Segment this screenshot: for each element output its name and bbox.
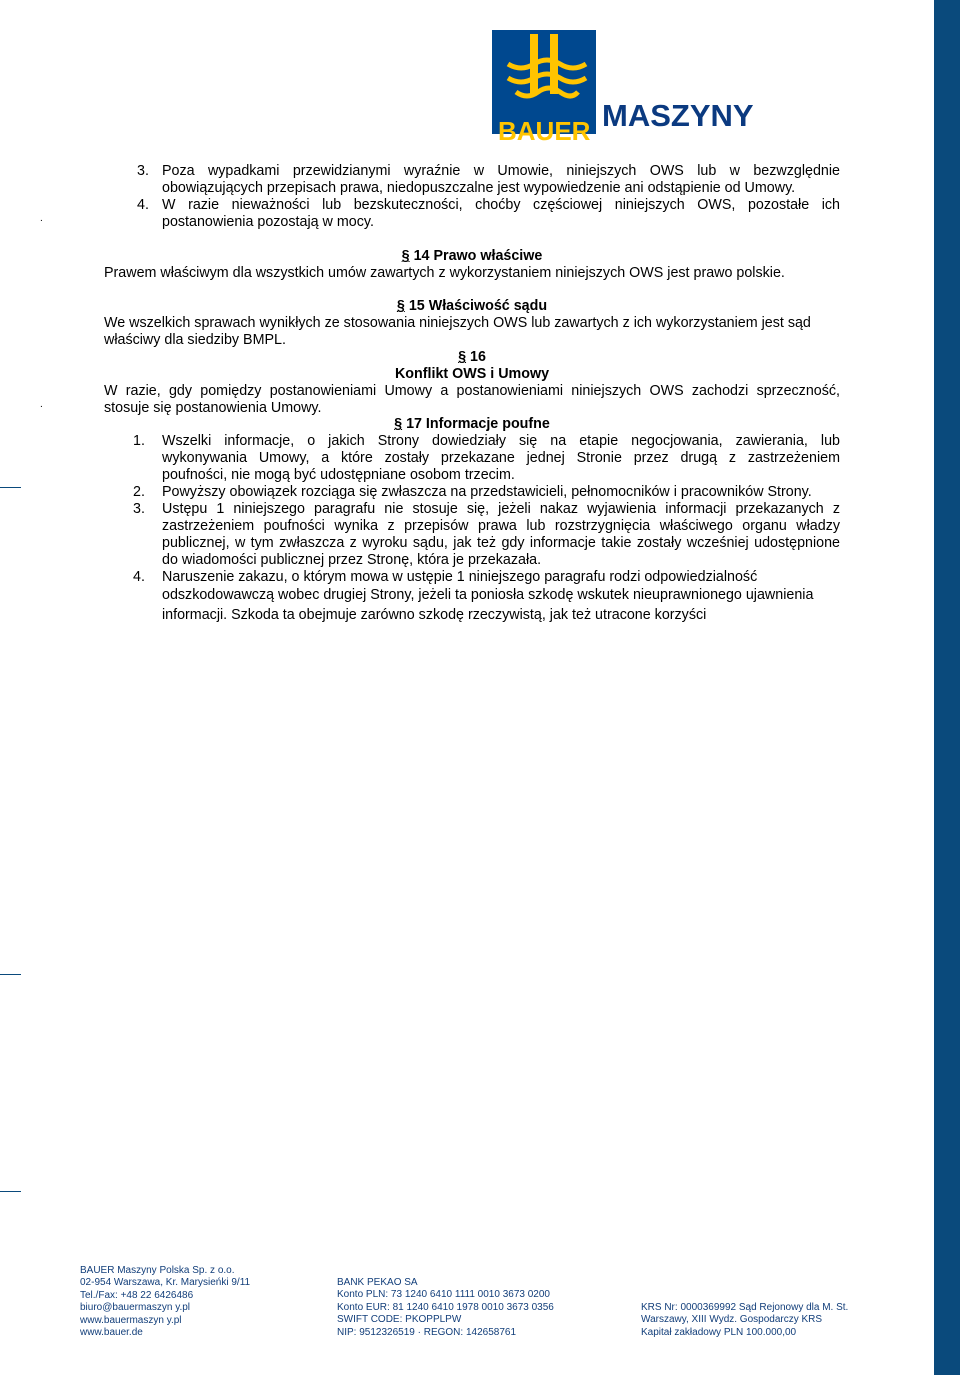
footer-capital: Kapitał zakładowy PLN 100.000,00: [641, 1326, 797, 1338]
paragraph-line: We wszelkich sprawach wynikłych ze stosowania niniejszych OWS lub zawartych z ich wykorzystaniem jest sąd: [104, 315, 811, 331]
paragraph-line: Wszelki informacje, o jakich Strony dowiedziały się na etapie negocjowania, zawierania, lub: [162, 433, 840, 449]
item-number: 1.: [133, 433, 145, 449]
footer-swift: SWIFT CODE: PKOPPLPW: [337, 1314, 462, 1326]
item-number: 3.: [133, 501, 145, 517]
section-title: 17 Informacje poufne: [406, 416, 550, 432]
section-symbol: §: [394, 416, 403, 432]
paragraph-line: informacji. Szkoda ta obejmuje zarówno szkodę rzeczywistą, jak też utracone korzyści: [162, 607, 707, 623]
footer-nip-regon: NIP: 9512326519 · REGON: 142658761: [337, 1326, 517, 1338]
section-title: 15 Właściwość sądu: [408, 298, 548, 314]
footer-website-bauer: www.bauer.de: [80, 1327, 143, 1339]
paragraph-line: Naruszenie zakazu, o którym mowa w ustępie 1 niniejszego paragrafu rodzi odpowiedzialność: [162, 569, 758, 585]
footer-bank-name: BANK PEKAO SA: [337, 1277, 418, 1288]
footer-bank: [337, 1277, 554, 1339]
paragraph-line: W razie, gdy pomiędzy postanowieniami Umowy a postanowieniami niniejszych OWS zachodzi sprzeczność,: [104, 383, 840, 399]
paragraph-line: zastrzeżeniem poufności wynika z przepisów prawa lub rozstrzygnięcia właściwego organu władzy: [162, 518, 840, 534]
section-heading-14: [104, 248, 840, 265]
side-bar: [934, 0, 960, 1375]
paragraph-line: postanowienia pozostają w mocy.: [162, 214, 374, 230]
paragraph-line: do wiadomości publicznej przez Stronę, która je przekazała.: [162, 552, 542, 568]
paragraph-line: Poza wypadkami przewidzianymi wyraźnie w Umowie, niniejszych OWS lub w bezwzględnie: [162, 163, 840, 179]
section-symbol: §: [396, 298, 405, 314]
footer-company: [80, 1265, 250, 1339]
section-symbol: §: [401, 248, 410, 264]
logo-brand-text: BAUER: [498, 116, 591, 146]
footer-phone: Tel./Fax: +48 22 6426486: [80, 1289, 194, 1301]
section-symbol: §: [458, 349, 467, 365]
paragraph-line: stosuje się postanowienia Umowy.: [104, 400, 322, 416]
section-heading-15: [104, 298, 840, 315]
section-number: 16: [470, 349, 486, 365]
item-number: 4.: [133, 569, 145, 585]
paragraph-line: obowiązujących przepisach prawa, niedopuszczalne jest wypowiedzenie ani odstąpienie od Umowy.: [162, 180, 796, 196]
paragraph-line: odszkodowawczą wobec drugiej Strony, jeżeli ta poniosła szkodę wskutek nieuprawnionego ujawnienia: [162, 587, 814, 603]
footer-website: www.bauermaszyn y.pl: [80, 1314, 182, 1326]
logo-word-text: MASZYNY: [602, 98, 754, 133]
item-number: 3.: [137, 163, 149, 179]
footer-registry: [641, 1302, 848, 1339]
footer-email: biuro@bauermaszyn y.pl: [80, 1302, 191, 1314]
footer-address: 02-954 Warszawa, Kr. Marysieńki 9/11: [80, 1277, 251, 1289]
footer-company-name: BAUER Maszyny Polska Sp. z o.o.: [80, 1265, 235, 1276]
section-title: 14 Prawo właściwe: [413, 248, 543, 264]
paragraph-line: Powyższy obowiązek rozciąga się zwłaszcza na przedstawicieli, pełnomocników i pracowników Strony.: [162, 484, 812, 500]
footer-account-eur: Konto EUR: 81 1240 6410 1978 0010 3673 0356: [337, 1301, 554, 1313]
section-heading-16: [104, 349, 840, 366]
footer-court: Warszawy, XIII Wydz. Gospodarczy KRS: [641, 1314, 823, 1326]
item-number: 2.: [133, 484, 145, 500]
margin-mark: [0, 487, 21, 488]
margin-dot: .: [40, 399, 43, 410]
margin-dot: .: [40, 213, 43, 224]
section-heading-17: [104, 416, 840, 433]
section-title-16: Konflikt OWS i Umowy: [394, 366, 550, 382]
paragraph-line: wykonywania Umowy, a które zostały przekazane jednej Stronie przez drugą z zastrzeżeniem: [162, 450, 840, 466]
paragraph-line: właściwy dla siedziby BMPL.: [104, 332, 286, 348]
paragraph-line: W razie nieważności lub bezskuteczności, choćby częściowej niniejszych OWS, pozostałe ich: [162, 197, 840, 213]
paragraph-line: Ustępu 1 niniejszego paragrafu nie stosuje się, jeżeli nakaz wyjawienia informacji przekazanych z: [162, 501, 840, 517]
footer-krs: KRS Nr: 0000369992 Sąd Rejonowy dla M. St.: [641, 1302, 849, 1313]
paragraph-line: publicznej, w tym zwłaszcza z wyroku sądu, jak też gdy informacje takie zostały wcześniej udostępnione: [162, 535, 840, 551]
logo-emblem: [492, 30, 596, 146]
margin-mark: [0, 1191, 21, 1192]
paragraph-line: Prawem właściwym dla wszystkich umów zawartych z wykorzystaniem niniejszych OWS jest prawo polskie.: [104, 265, 785, 281]
bauer-maszyny-logo: [492, 30, 754, 146]
item-number: 4.: [137, 197, 149, 213]
margin-mark: [0, 974, 21, 975]
paragraph-line: poufności, nie mogą być udostępniane osobom trzecim.: [162, 467, 515, 483]
footer-account-pln: Konto PLN: 73 1240 6410 1111 0010 3673 0200: [337, 1289, 550, 1301]
